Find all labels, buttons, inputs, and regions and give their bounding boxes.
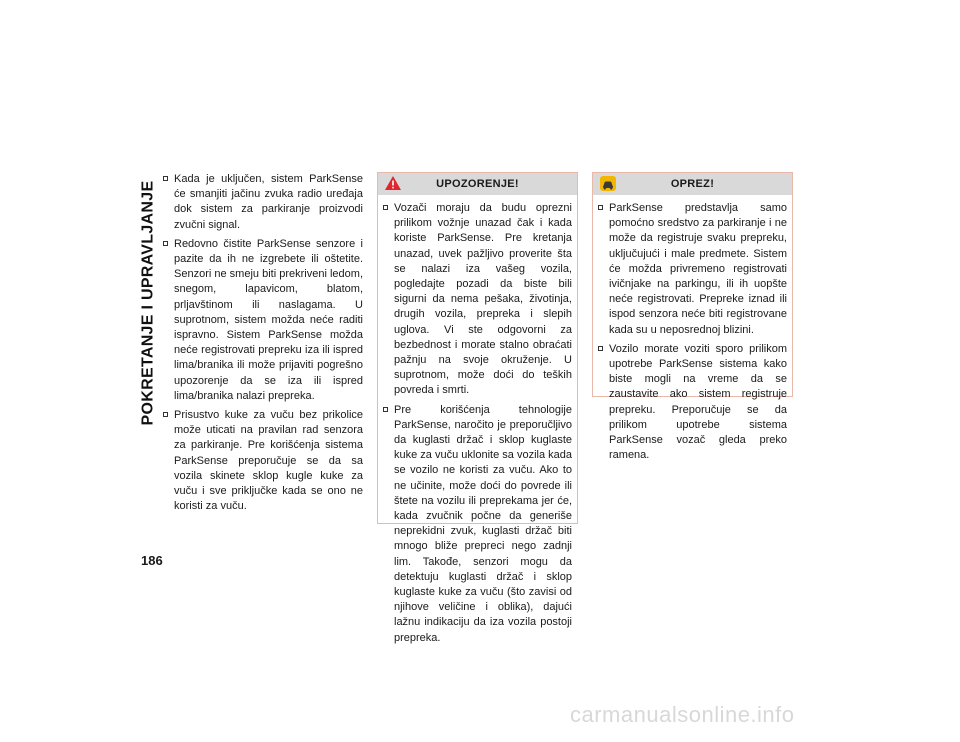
list-item: Redovno čistite ParkSense senzore i pazite da ih ne izgrebete ili oštetite. Senzori ne smeju biti prekriveni ledom, snegom, lapavicom, blatom, prljavštinom ili naslagama. U suprotnom, sistem možda neće raditi ispravno. Sistem ParkSense možda neće registrovati prepreku iza ili ispred lima/branika ili može prijaviti pogrešno upozorenje da se iza ili ispred lima/branika nalazi prepreka. (163, 237, 363, 404)
warning-box-title: UPOZORENJE! (436, 178, 519, 190)
bullet-square-icon (163, 241, 168, 246)
warning-box (377, 172, 578, 644)
caution-box-body (593, 195, 792, 471)
warning-triangle-icon (384, 175, 402, 194)
warning-box-body (378, 195, 577, 654)
left-column (163, 172, 363, 518)
bullet-square-icon (383, 205, 388, 210)
list-item: Vozilo morate voziti sporo prilikom upotrebe ParkSense sistema kako biste mogli na vreme da se zaustavite ako sistem registruje prepreku. Preporučuje se da prilikom upotrebe sistema ParkSense vozač gleda preko ramena. (598, 342, 787, 464)
caution-box (592, 172, 793, 462)
section-title: POKRETANJE I UPRAVLJANJE (139, 180, 156, 425)
car-caution-icon (599, 175, 617, 195)
list-item: Vozači moraju da budu oprezni prilikom vožnje unazad čak i kada koriste ParkSense. Pre kretanja unazad, uvek pažljivo proverite šta se nalazi iza vašeg vozila, pogledajte pozadi da biste bili sigurni da nema pešaka, životinja, drugih vozila, prepreka i slepih uglova. Vi ste odgovorni za bezbednost i morate stalno obraćati pažnju na svoje okruženje. U suprotnom, može doći do teških povreda i smrti. (383, 201, 572, 399)
bullet-square-icon (383, 407, 388, 412)
bullet-square-icon (163, 412, 168, 417)
list-item: ParkSense predstavlja samo pomoćno sredstvo za parkiranje i ne može da registruje svaku prepreku, uključujući i male predmete. Sistem će možda privremeno registrovati ivičnjake na parkingu, ili ih uopšte neće registrovati. Prepreke iznad ili ispod senzora neće biti registrovane kada su u neposrednoj blizini. (598, 201, 787, 338)
bullet-square-icon (598, 205, 603, 210)
bullet-square-icon (598, 346, 603, 351)
warning-box-header (378, 173, 577, 195)
bullet-square-icon (163, 176, 168, 181)
watermark: carmanualsonline.info (570, 702, 795, 727)
caution-box-header (593, 173, 792, 195)
list-item: Kada je uključen, sistem ParkSense će smanjiti jačinu zvuka radio uređaja dok sistem za parkiranje proizvodi zvučni signal. (163, 172, 363, 233)
list-item: Prisustvo kuke za vuču bez prikolice može uticati na pravilan rad senzora za parkiranje. Pre korišćenja sistema ParkSense preporučuje se da sa vozila skinete sklop kugle kuke za vuču i sve priključke kada se ono ne koristi za vuču. (163, 408, 363, 514)
page-number: 186 (141, 553, 163, 568)
list-item: Pre korišćenja tehnologije ParkSense, naročito je preporučljivo da kuglasti držač i sklop kuglaste kuke za vuču uklonite sa vozila kada se vozilo ne koristi za vuču. Ako to ne učinite, može doći do povrede ili štete na vozilu ili preprekama jer će, kada zvučnik počne da generiše neprekidni zvuk, kuglasti držač biti mnogo bliže prepreci nego zadnji lim. Takođe, senzori mogu da detektuju kuglasti držač i sklop kuglaste kuke za vuču (što zavisi od njihove veličine i oblika), dajući lažnu indikaciju da iza vozila postoji prepreka. (383, 403, 572, 646)
caution-box-title: OPREZ! (670, 178, 715, 190)
